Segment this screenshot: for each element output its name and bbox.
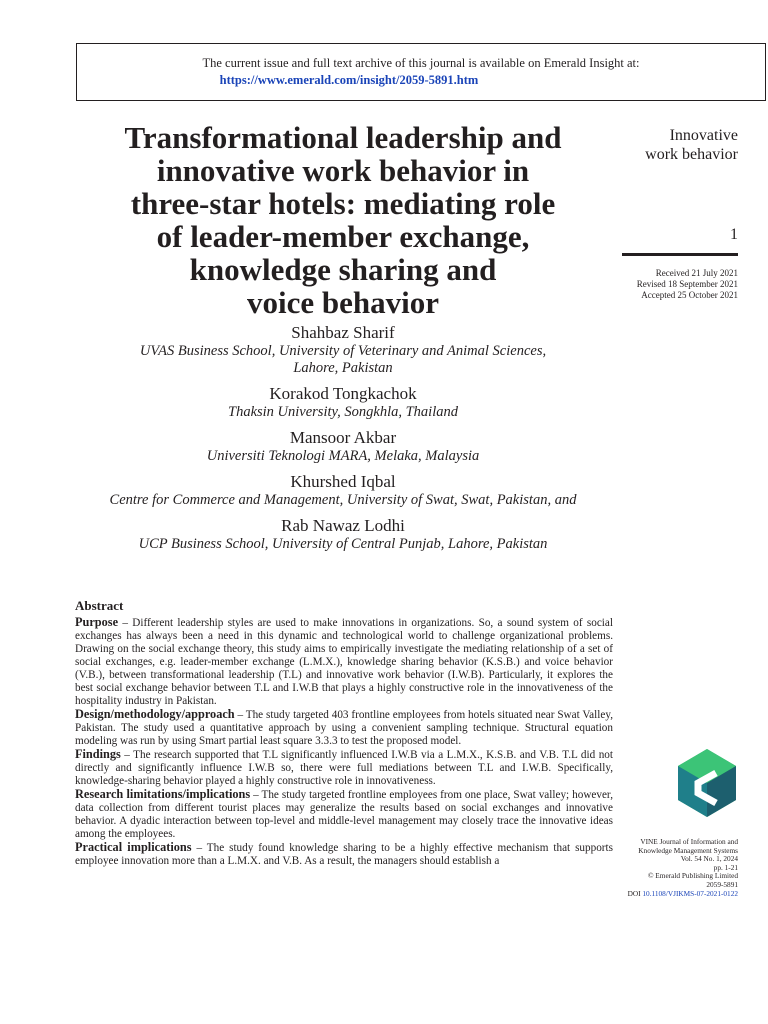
author-name: Mansoor Akbar [289,428,397,447]
section-text: – The study targeted 403 frontline employees from hotels situated near Swat Valley, Pakistan. The study used a quantitative approach by using a convenient sampling technique. Structural equation modeling was run by using Smart partial least square 3.3.3 to test the proposed model. [75,709,613,747]
article-dates [610,268,738,301]
date-received: Received 21 July 2021 [655,268,738,278]
journal-line: © Emerald Publishing Limited [647,871,738,881]
section-label: Purpose [75,615,119,629]
author-name: Shahbaz Sharif [291,323,395,342]
title-line: innovative work behavior in [156,153,530,188]
title-line: knowledge sharing and [189,252,497,287]
title-line: Transformational leadership and [124,120,562,155]
abstract-limitations [75,788,613,841]
author-affiliation: Lahore, Pakistan [293,360,393,376]
journal-info [612,838,738,898]
title-line: three-star hotels: mediating role [130,186,556,221]
article-title [78,121,608,319]
journal-line: 2059-5891 [706,879,738,889]
section-text: – The research supported that T.L significantly influenced I.W.B via a L.M.X., K.S.B. and V.B. T.L did not directly and significantly influence I.W.B so, there were full mediations between T.L and I.W.B. Specifically, knowledge-sharing behavior played a highly constructive role in innovativeness. [75,749,613,787]
author-affiliation: Universiti Teknologi MARA, Melaka, Malaysia [206,448,480,464]
author-name: Rab Nawaz Lodhi [281,516,405,535]
journal-line: pp. 1-21 [713,862,738,872]
title-line: voice behavior [247,285,439,320]
author-list [78,322,608,553]
margin-rule [622,253,738,256]
journal-line: Vol. 54 No. 1, 2024 [680,854,738,864]
journal-line: Knowledge Management Systems [638,845,738,855]
notice-text: The current issue and full text archive of this journal is available on Emerald Insight at: [202,56,640,70]
doi-line [612,890,738,899]
doi-label: DOI [627,888,641,898]
abstract-purpose [75,616,613,708]
date-revised: Revised 18 September 2021 [636,279,738,289]
author-name: Khurshed Iqbal [290,472,396,491]
author-affiliation: Centre for Commerce and Management, University of Swat, Swat, Pakistan, and [109,492,577,508]
section-label: Practical implications [75,840,192,854]
date-accepted: Accepted 25 October 2021 [641,290,738,300]
abstract-practical [75,841,613,868]
journal-archive-notice [76,43,766,101]
running-head-line: Innovative [669,127,738,144]
abstract-design [75,708,613,748]
author-affiliation: UCP Business School, University of Central Punjab, Lahore, Pakistan [138,536,548,552]
section-label: Findings [75,747,121,761]
abstract-findings [75,748,613,788]
running-head-line: work behavior [645,146,738,163]
running-head [612,126,738,164]
journal-line: VINE Journal of Information and [640,837,738,846]
section-label: Design/methodology/approach [75,707,235,721]
author-affiliation: UVAS Business School, University of Veterinary and Animal Sciences, [139,343,547,359]
author-affiliation: Thaksin University, Songkhla, Thailand [228,404,458,420]
journal-url-link[interactable]: https://www.emerald.com/insight/2059-5891.htm [219,73,479,87]
doi-link[interactable]: 10.1108/VJIKMS-07-2021-0122 [642,888,738,898]
abstract [75,599,613,868]
page-number: 1 [730,226,738,243]
author-name: Korakod Tongkachok [269,384,417,403]
abstract-heading: Abstract [75,598,124,613]
title-line: of leader-member exchange, [156,219,530,254]
section-text: – Different leadership styles are used to make innovations in organizations. So, a sound system of social exchanges has always been a need in this dynamic and technological world to challenge organizational problems. Drawing on the social exchange theory, this study aims to empirically investigate the mediating relationship of a set of social exchanges, e.g. leader-member exchange (L.M.X.), knowledge sharing behavior (K.S.B.) and voice behavior (V.B.), between transformational leadership (T.L) and innovative work behavior (I.W.B). Particularly, it explores the best social exchange behavior between T.L and I.W.B that plays a highly constructive role in the innovativeness of the hospitality industry in Pakistan. [75,617,613,707]
crossmark-logo-icon[interactable] [676,747,738,819]
section-text: – The study targeted frontline employees from one place, Swat valley; however, data collection from different tourist places may generalize the results based on social exchanges and innovative behavior. A dyadic interaction between top-level and middle-level management may closely trace the innovative ideas among the employees. [75,789,613,840]
section-text: – The study found knowledge sharing to be a highly effective mechanism that supports employee innovation more than a L.M.X. and V.B. As a result, the managers should establish a [75,842,613,867]
section-label: Research limitations/implications [75,787,251,801]
